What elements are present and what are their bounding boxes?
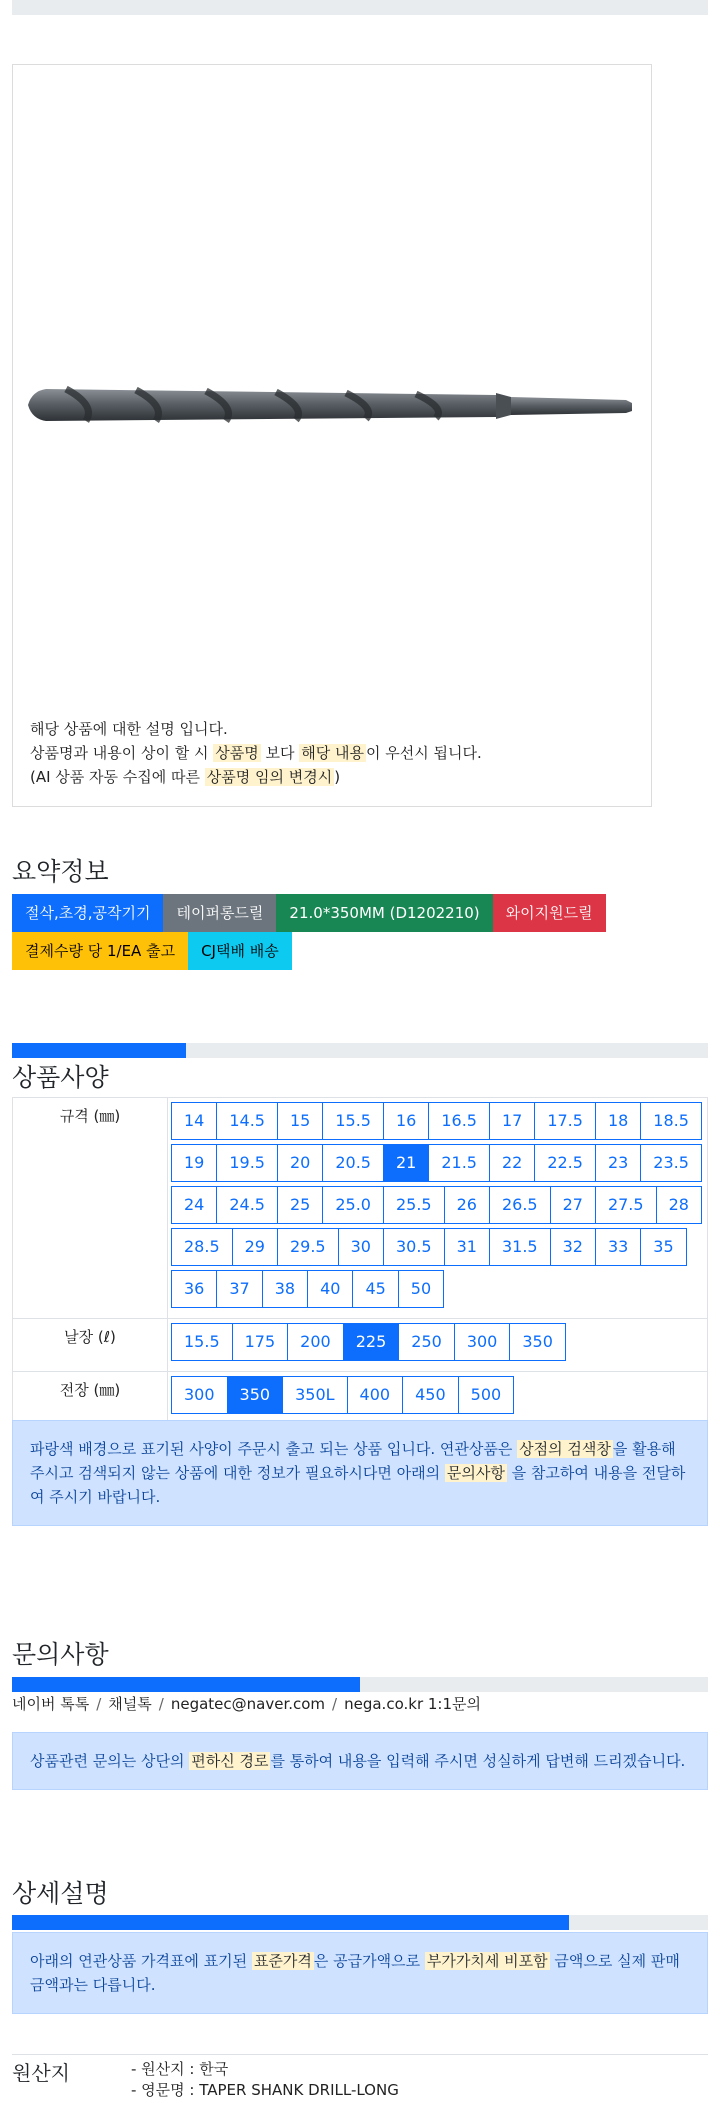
spec-option[interactable]: 24.5 <box>216 1186 278 1224</box>
origin-english-name: - 영문명 : TAPER SHANK DRILL-LONG <box>131 2081 399 2099</box>
spec-option[interactable]: 37 <box>216 1270 262 1308</box>
spec-options-overall-length <box>168 1372 708 1425</box>
origin-title: 원산지 <box>12 2061 70 2085</box>
spec-option[interactable]: 175 <box>232 1323 289 1361</box>
inquiry-title: 문의사항 <box>12 1640 109 1669</box>
badge-category: 절삭,초경,공작기기 <box>12 894 163 932</box>
spec-option[interactable]: 500 <box>458 1376 515 1414</box>
spec-option[interactable]: 33 <box>595 1228 641 1266</box>
inquiry-notice: 상품관련 문의는 상단의 편하신 경로 를 통하여 내용을 입력해 주시면 성실하게 답변해 드리겠습니다. <box>12 1732 708 1790</box>
spec-option[interactable]: 28.5 <box>171 1228 233 1266</box>
spec-option[interactable]: 29 <box>232 1228 278 1266</box>
spec-option[interactable]: 40 <box>307 1270 353 1308</box>
spec-option[interactable]: 17 <box>489 1102 535 1140</box>
channel-site-inquiry[interactable]: nega.co.kr 1:1문의 <box>344 1695 481 1713</box>
spec-option[interactable]: 14 <box>171 1102 217 1140</box>
badge-type: 테이퍼롱드릴 <box>163 894 276 932</box>
spec-option[interactable]: 26 <box>444 1186 490 1224</box>
spec-option[interactable]: 300 <box>171 1376 228 1414</box>
badge-model: 21.0*350MM (D1202210) <box>276 894 492 932</box>
spec-option[interactable]: 15.5 <box>322 1102 384 1140</box>
product-description <box>30 717 482 789</box>
spec-option[interactable]: 35 <box>640 1228 686 1266</box>
spec-option[interactable]: 15.5 <box>171 1323 233 1361</box>
spec-notice: 파랑색 배경으로 표기된 사양이 주문시 출고 되는 상품 입니다. 연관상품은 상점의 검색창 을 활용해 주시고 검색되지 않는 상품에 대한 정보가 필요하시다면 아래의 문의사항 을 참고하여 내용을 전달하여 주시기 바랍니다. <box>12 1420 708 1526</box>
spec-option[interactable]: 350 <box>509 1323 566 1361</box>
detail-title: 상세설명 <box>12 1879 109 1908</box>
badge-quantity: 결제수량 당 1/EA 출고 <box>12 932 188 970</box>
spec-option[interactable]: 17.5 <box>534 1102 596 1140</box>
detail-progress-bar <box>12 1915 708 1930</box>
spec-option[interactable]: 300 <box>454 1323 511 1361</box>
spec-option[interactable]: 20 <box>277 1144 323 1182</box>
taper-drill-image <box>26 375 646 435</box>
origin-country: - 원산지 : 한국 <box>131 2060 229 2078</box>
spec-option[interactable]: 23 <box>595 1144 641 1182</box>
spec-option[interactable]: 350L <box>282 1376 347 1414</box>
spec-option[interactable]: 19.5 <box>216 1144 278 1182</box>
spec-option[interactable]: 19 <box>171 1144 217 1182</box>
spec-option[interactable]: 18.5 <box>640 1102 702 1140</box>
detail-notice: 아래의 연관상품 가격표에 표기된 표준가격 은 공급가액으로 부가가치세 비포함 금액으로 실제 판매금액과는 다릅니다. <box>12 1932 708 2014</box>
spec-option[interactable]: 22 <box>489 1144 535 1182</box>
spec-row-size <box>13 1098 708 1319</box>
product-image-box <box>12 64 652 807</box>
spec-option[interactable]: 36 <box>171 1270 217 1308</box>
desc-line-3: (AI 상품 자동 수집에 따른 상품명 임의 변경시 ) <box>30 768 341 786</box>
spec-option[interactable]: 38 <box>262 1270 308 1308</box>
spec-label-size: 규격 (㎜) <box>13 1098 168 1319</box>
spec-option[interactable]: 50 <box>398 1270 444 1308</box>
spec-row-flute-length <box>13 1319 708 1372</box>
badge-brand: 와이지원드릴 <box>493 894 606 932</box>
spec-option[interactable]: 29.5 <box>277 1228 339 1266</box>
spec-option[interactable]: 24 <box>171 1186 217 1224</box>
inquiry-channels: 네이버 톡톡 / 채널톡 / negatec@naver.com / nega.co.kr 1:1문의 <box>12 1695 481 1713</box>
spec-option[interactable]: 21.5 <box>428 1144 490 1182</box>
spec-option[interactable]: 250 <box>398 1323 455 1361</box>
badge-shipping: CJ택배 배송 <box>188 932 292 970</box>
summary-badges <box>12 894 672 970</box>
spec-option[interactable]: 350 <box>227 1376 284 1414</box>
spec-option[interactable]: 18 <box>595 1102 641 1140</box>
spec-label-overall-length: 전장 (㎜) <box>13 1372 168 1425</box>
spec-option[interactable]: 25.5 <box>383 1186 445 1224</box>
spec-option[interactable]: 14.5 <box>216 1102 278 1140</box>
top-divider-bar <box>12 0 708 15</box>
spec-option[interactable]: 225 <box>343 1323 400 1361</box>
spec-option[interactable]: 22.5 <box>534 1144 596 1182</box>
channel-channeltalk[interactable]: 채널톡 <box>108 1695 152 1713</box>
spec-option[interactable]: 450 <box>402 1376 459 1414</box>
spec-option[interactable]: 21 <box>383 1144 429 1182</box>
spec-progress-bar <box>12 1043 708 1058</box>
channel-naver-talktalk[interactable]: 네이버 톡톡 <box>12 1695 90 1713</box>
origin-divider <box>12 2054 708 2055</box>
spec-option[interactable]: 20.5 <box>322 1144 384 1182</box>
spec-option[interactable]: 25 <box>277 1186 323 1224</box>
spec-options-size <box>168 1098 708 1319</box>
spec-title: 상품사양 <box>12 1063 109 1092</box>
spec-option[interactable]: 45 <box>352 1270 398 1308</box>
spec-option[interactable]: 400 <box>347 1376 404 1414</box>
spec-option[interactable]: 30 <box>338 1228 384 1266</box>
spec-option[interactable]: 27.5 <box>595 1186 657 1224</box>
spec-option[interactable]: 26.5 <box>489 1186 551 1224</box>
spec-option[interactable]: 30.5 <box>383 1228 445 1266</box>
spec-label-flute-length: 날장 (ℓ) <box>13 1319 168 1372</box>
spec-row-overall-length <box>13 1372 708 1425</box>
spec-option[interactable]: 32 <box>550 1228 596 1266</box>
spec-table <box>12 1097 708 1425</box>
spec-option[interactable]: 23.5 <box>640 1144 702 1182</box>
inquiry-progress-bar <box>12 1677 708 1692</box>
spec-option[interactable]: 31 <box>444 1228 490 1266</box>
spec-option[interactable]: 25.0 <box>322 1186 384 1224</box>
desc-line-2: 상품명과 내용이 상이 할 시 상품명 보다 해당 내용 이 우선시 됩니다. <box>30 744 482 762</box>
spec-option[interactable]: 200 <box>287 1323 344 1361</box>
spec-option[interactable]: 28 <box>656 1186 702 1224</box>
spec-option[interactable]: 27 <box>550 1186 596 1224</box>
spec-options-flute-length <box>168 1319 708 1372</box>
channel-email[interactable]: negatec@naver.com <box>170 1695 326 1713</box>
spec-option[interactable]: 16 <box>383 1102 429 1140</box>
summary-title: 요약정보 <box>12 857 109 886</box>
spec-option[interactable]: 15 <box>277 1102 323 1140</box>
spec-option[interactable]: 16.5 <box>428 1102 490 1140</box>
desc-line-1: 해당 상품에 대한 설명 입니다. <box>30 720 228 738</box>
origin-list <box>131 2059 399 2101</box>
spec-option[interactable]: 31.5 <box>489 1228 551 1266</box>
